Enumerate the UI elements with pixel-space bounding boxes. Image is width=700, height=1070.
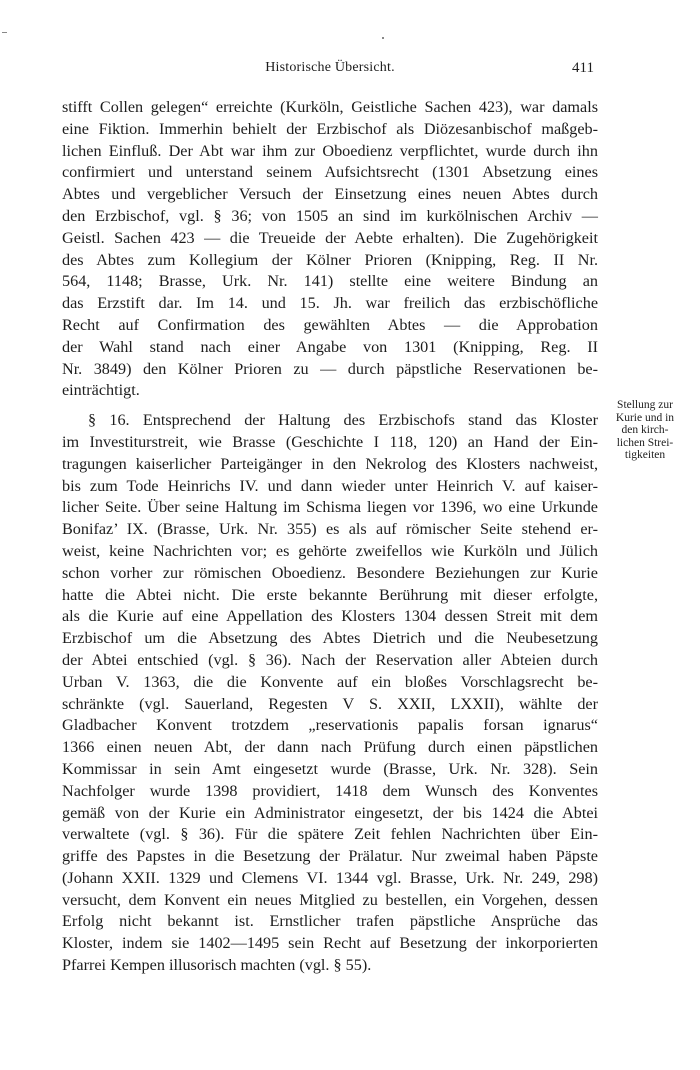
text-line: das Erzstift dar. Im 14. und 15. Jh. war freilich das erzbischöfliche bbox=[62, 294, 598, 313]
text-line: als die Kurie auf eine Appellation des Klosters 1304 dessen Streit mit dem bbox=[62, 607, 598, 626]
text-line: schränkte (vgl. Sauerland, Regesten V S. XXII, LXXII), wählte der bbox=[62, 694, 598, 713]
running-head bbox=[62, 60, 598, 82]
text-line: verwaltete (vgl. § 36). Für die spätere Zeit fehlen Nachrichten über Ein- bbox=[62, 825, 598, 844]
text-line: der Wahl stand nach einer Angabe von 1301 (Knipping, Reg. II bbox=[62, 337, 598, 356]
text-line: bis zum Tode Heinrichs IV. und dann wieder unter Heinrich V. auf kaiser- bbox=[62, 476, 598, 495]
text-line: tragungen kaiserlicher Parteigänger in den Nekrolog des Klosters nachweist, bbox=[62, 454, 598, 473]
text-line: Abtes und vergeblicher Versuch der Einsetzung eines neuen Abtes durch bbox=[62, 185, 598, 204]
text-line: Urban V. 1363, die die Konvente auf ein bloßes Vorschlagsrecht be- bbox=[62, 672, 598, 691]
text-line: einträchtigt. bbox=[62, 381, 140, 400]
text-line: 564, 1148; Brasse, Urk. Nr. 141) stellte eine weitere Bindung an bbox=[62, 272, 598, 291]
margin-note-line: den kirch- bbox=[621, 424, 669, 437]
margin-note-line: Kurie und in bbox=[615, 411, 675, 424]
text-line: Kloster, indem sie 1402—1495 sein Recht auf Besetzung der inkorporierten bbox=[62, 934, 598, 953]
text-line: § 16. Entsprechend der Haltung des Erzbischofs stand das Kloster bbox=[88, 411, 598, 430]
body-text bbox=[62, 97, 598, 977]
text-line: 1366 einen neuen Abt, der dann nach Prüfung durch einen päpstlichen bbox=[62, 738, 598, 757]
margin-note-line: lichen Strei- bbox=[616, 436, 674, 449]
text-line: Bonifaz’ IX. (Brasse, Urk. Nr. 355) es als auf römischer Seite stehend er- bbox=[62, 520, 598, 539]
scan-mark bbox=[382, 37, 384, 39]
text-line: (Johann XXII. 1329 und Clemens VI. 1344 vgl. Brasse, Urk. Nr. 249, 298) bbox=[62, 868, 598, 887]
text-line: den Erzbischof, vgl. § 36; von 1505 an sind im kurkölnischen Archiv — bbox=[62, 206, 598, 225]
text-line: gemäß von der Kurie ein Administrator eingesetzt, der bis 1424 die Abtei bbox=[62, 803, 598, 822]
text-line: griffe des Papstes in die Besetzung der Prälatur. Nur zweimal haben Päpste bbox=[62, 847, 598, 866]
text-line: lichen Einfluß. Der Abt war ihm zur Oboedienz verpflichtet, wurde durch ihn bbox=[62, 141, 598, 160]
text-line: Erfolg nicht bekannt ist. Ernstlicher trafen päpstliche Ansprüche das bbox=[62, 912, 598, 931]
text-line: Gladbacher Konvent trotzdem „reservationis papalis forsan ignarus“ bbox=[62, 716, 598, 735]
paragraph-2 bbox=[62, 410, 598, 977]
margin-note bbox=[603, 399, 687, 462]
text-line: licher Seite. Über seine Haltung im Schisma liegen vor 1396, wo eine Urkunde bbox=[62, 498, 598, 517]
paragraph-1 bbox=[62, 97, 598, 402]
text-line: Geistl. Sachen 423 — die Treueide der Aebte erhalten). Die Zugehörigkeit bbox=[62, 228, 598, 247]
text-line: im Investiturstreit, wie Brasse (Geschichte I 118, 120) an Hand der Ein- bbox=[62, 432, 598, 451]
text-line: schon vorher zur römischen Oboedienz. Besondere Beziehungen zur Kurie bbox=[62, 563, 598, 582]
text-line: Kommissar in sein Amt eingesetzt wurde (Brasse, Urk. Nr. 328). Sein bbox=[62, 759, 598, 778]
text-line: eine Fiktion. Immerhin behielt der Erzbischof als Diözesanbischof maßgeb- bbox=[62, 119, 598, 138]
text-line: Nr. 3849) den Kölner Prioren zu — durch päpstliche Reservationen be- bbox=[62, 359, 598, 378]
paragraph-gap bbox=[62, 402, 598, 410]
text-line: der Abtei entschied (vgl. § 36). Nach der Reservation aller Abteien durch bbox=[62, 650, 598, 669]
text-line: Nachfolger wurde 1398 providiert, 1418 dem Wunsch des Konventes bbox=[62, 781, 598, 800]
text-line: Recht auf Confirmation des gewählten Abtes — die Approbation bbox=[62, 315, 598, 334]
scan-mark bbox=[2, 32, 7, 33]
page-number: 411 bbox=[572, 60, 594, 76]
text-line: hatte die Abtei nicht. Die erste bekannte Berührung mit dieser erfolgte, bbox=[62, 585, 598, 604]
margin-note-line: tigkeiten bbox=[624, 449, 666, 462]
text-line: Erzbischof um die Absetzung des Abtes Dietrich und die Neubesetzung bbox=[62, 629, 598, 648]
running-title: Historische Übersicht. bbox=[265, 60, 395, 75]
text-line: weist, keine Nachrichten vor; es gehörte zweifellos wie Kurköln und Jülich bbox=[62, 541, 598, 560]
text-line: stifft Collen gelegen“ erreichte (Kurköln, Geistliche Sachen 423), war damals bbox=[62, 98, 598, 116]
margin-note-line: Stellung zur bbox=[617, 399, 673, 411]
text-line: confirmiert und unterstand seinem Aufsichtsrecht (1301 Absetzung eines bbox=[62, 163, 598, 182]
text-line: versucht, dem Konvent ein neues Mitglied zu bestellen, ein Vorgehen, dessen bbox=[62, 890, 598, 909]
text-line: des Abtes zum Kollegium der Kölner Prioren (Knipping, Reg. II Nr. bbox=[62, 250, 598, 269]
text-line: Pfarrei Kempen illusorisch machten (vgl. § 55). bbox=[62, 956, 372, 975]
